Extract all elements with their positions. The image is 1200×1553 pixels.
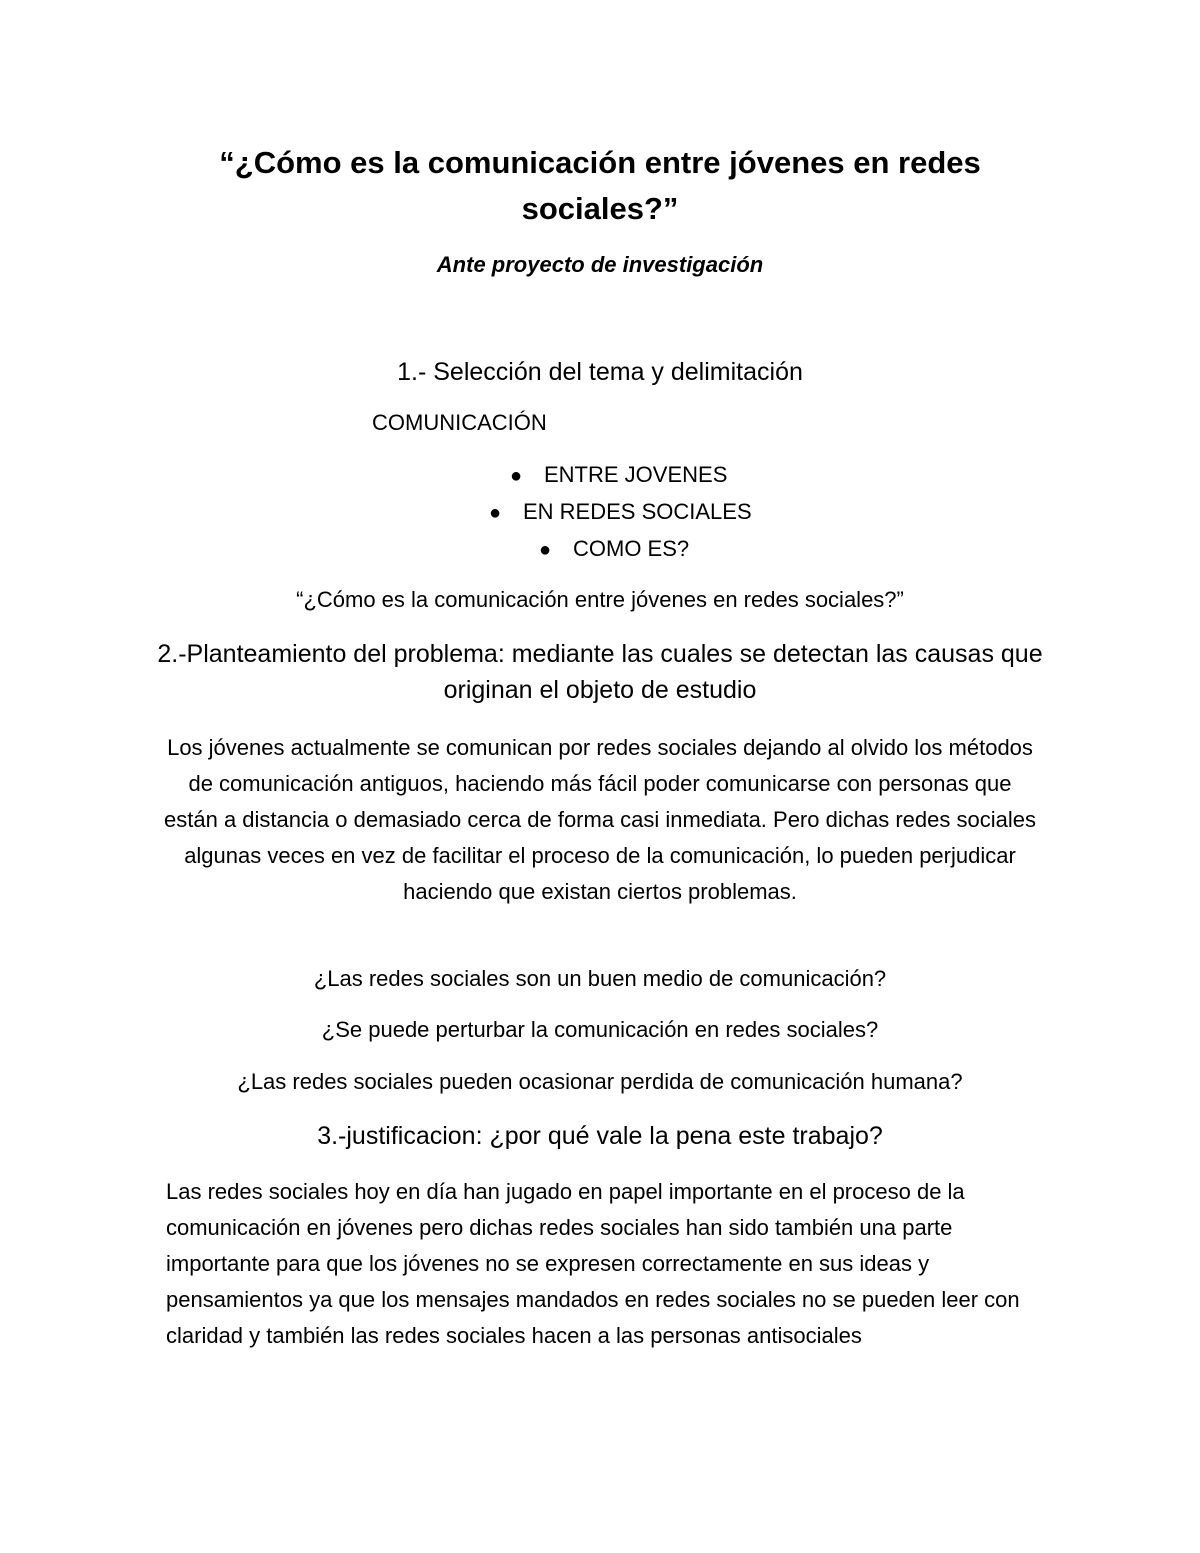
- bullet-item: [539, 536, 689, 562]
- bullet-icon: ●: [539, 539, 552, 561]
- section2-question-1: ¿Las redes sociales son un buen medio de comunicación?: [313, 966, 887, 991]
- section2-paragraph: Los jóvenes actualmente se comunican por redes sociales dejando al olvido los métodos de comunicación antiguos, haciendo más fácil poder comunicarse con personas que están a distancia o demasiado cerca de forma casi inmediata. Pero dichas redes sociales algunas veces en vez de facilitar el proceso de la comunicación, lo pueden perjudicar haciendo que existan ciertos problemas.: [164, 735, 1036, 904]
- bullet-text: ENTRE JOVENES: [544, 462, 728, 487]
- section1-question: “¿Cómo es la comunicación entre jóvenes en redes sociales?”: [296, 587, 904, 612]
- bullet-item: [510, 462, 727, 488]
- bullet-icon: ●: [489, 502, 502, 524]
- section1-topic: COMUNICACIÓN: [372, 410, 547, 435]
- section2-question-2: ¿Se puede perturbar la comunicación en redes sociales?: [321, 1017, 879, 1042]
- section3-paragraph: Las redes sociales hoy en día han jugado en papel importante en el proceso de la comunicación en jóvenes pero dichas redes sociales han sido también una parte importante para que los jóvenes no se expresen correctamente en sus ideas y pensamientos ya que los mensajes mandados en redes sociales no se pueden leer con claridad y también las redes sociales hacen a las personas antisociales: [166, 1179, 1020, 1348]
- bullet-text: COMO ES?: [573, 536, 690, 561]
- section3-heading: 3.-justificacion: ¿por qué vale la pena este trabajo?: [317, 1122, 883, 1150]
- bullet-item: [489, 499, 752, 525]
- section2-question-3: ¿Las redes sociales pueden ocasionar perdida de comunicación humana?: [237, 1069, 963, 1094]
- section2-heading: 2.-Planteamiento del problema: mediante las cuales se detectan las causas que originan el objeto de estudio: [157, 640, 1043, 704]
- section1-heading: 1.- Selección del tema y delimitación: [397, 358, 803, 386]
- bullet-text: EN REDES SOCIALES: [523, 499, 752, 524]
- bullet-icon: ●: [510, 465, 523, 487]
- document-subtitle: Ante proyecto de investigación: [436, 252, 764, 277]
- document-title: “¿Cómo es la comunicación entre jóvenes en redes sociales?”: [219, 145, 981, 226]
